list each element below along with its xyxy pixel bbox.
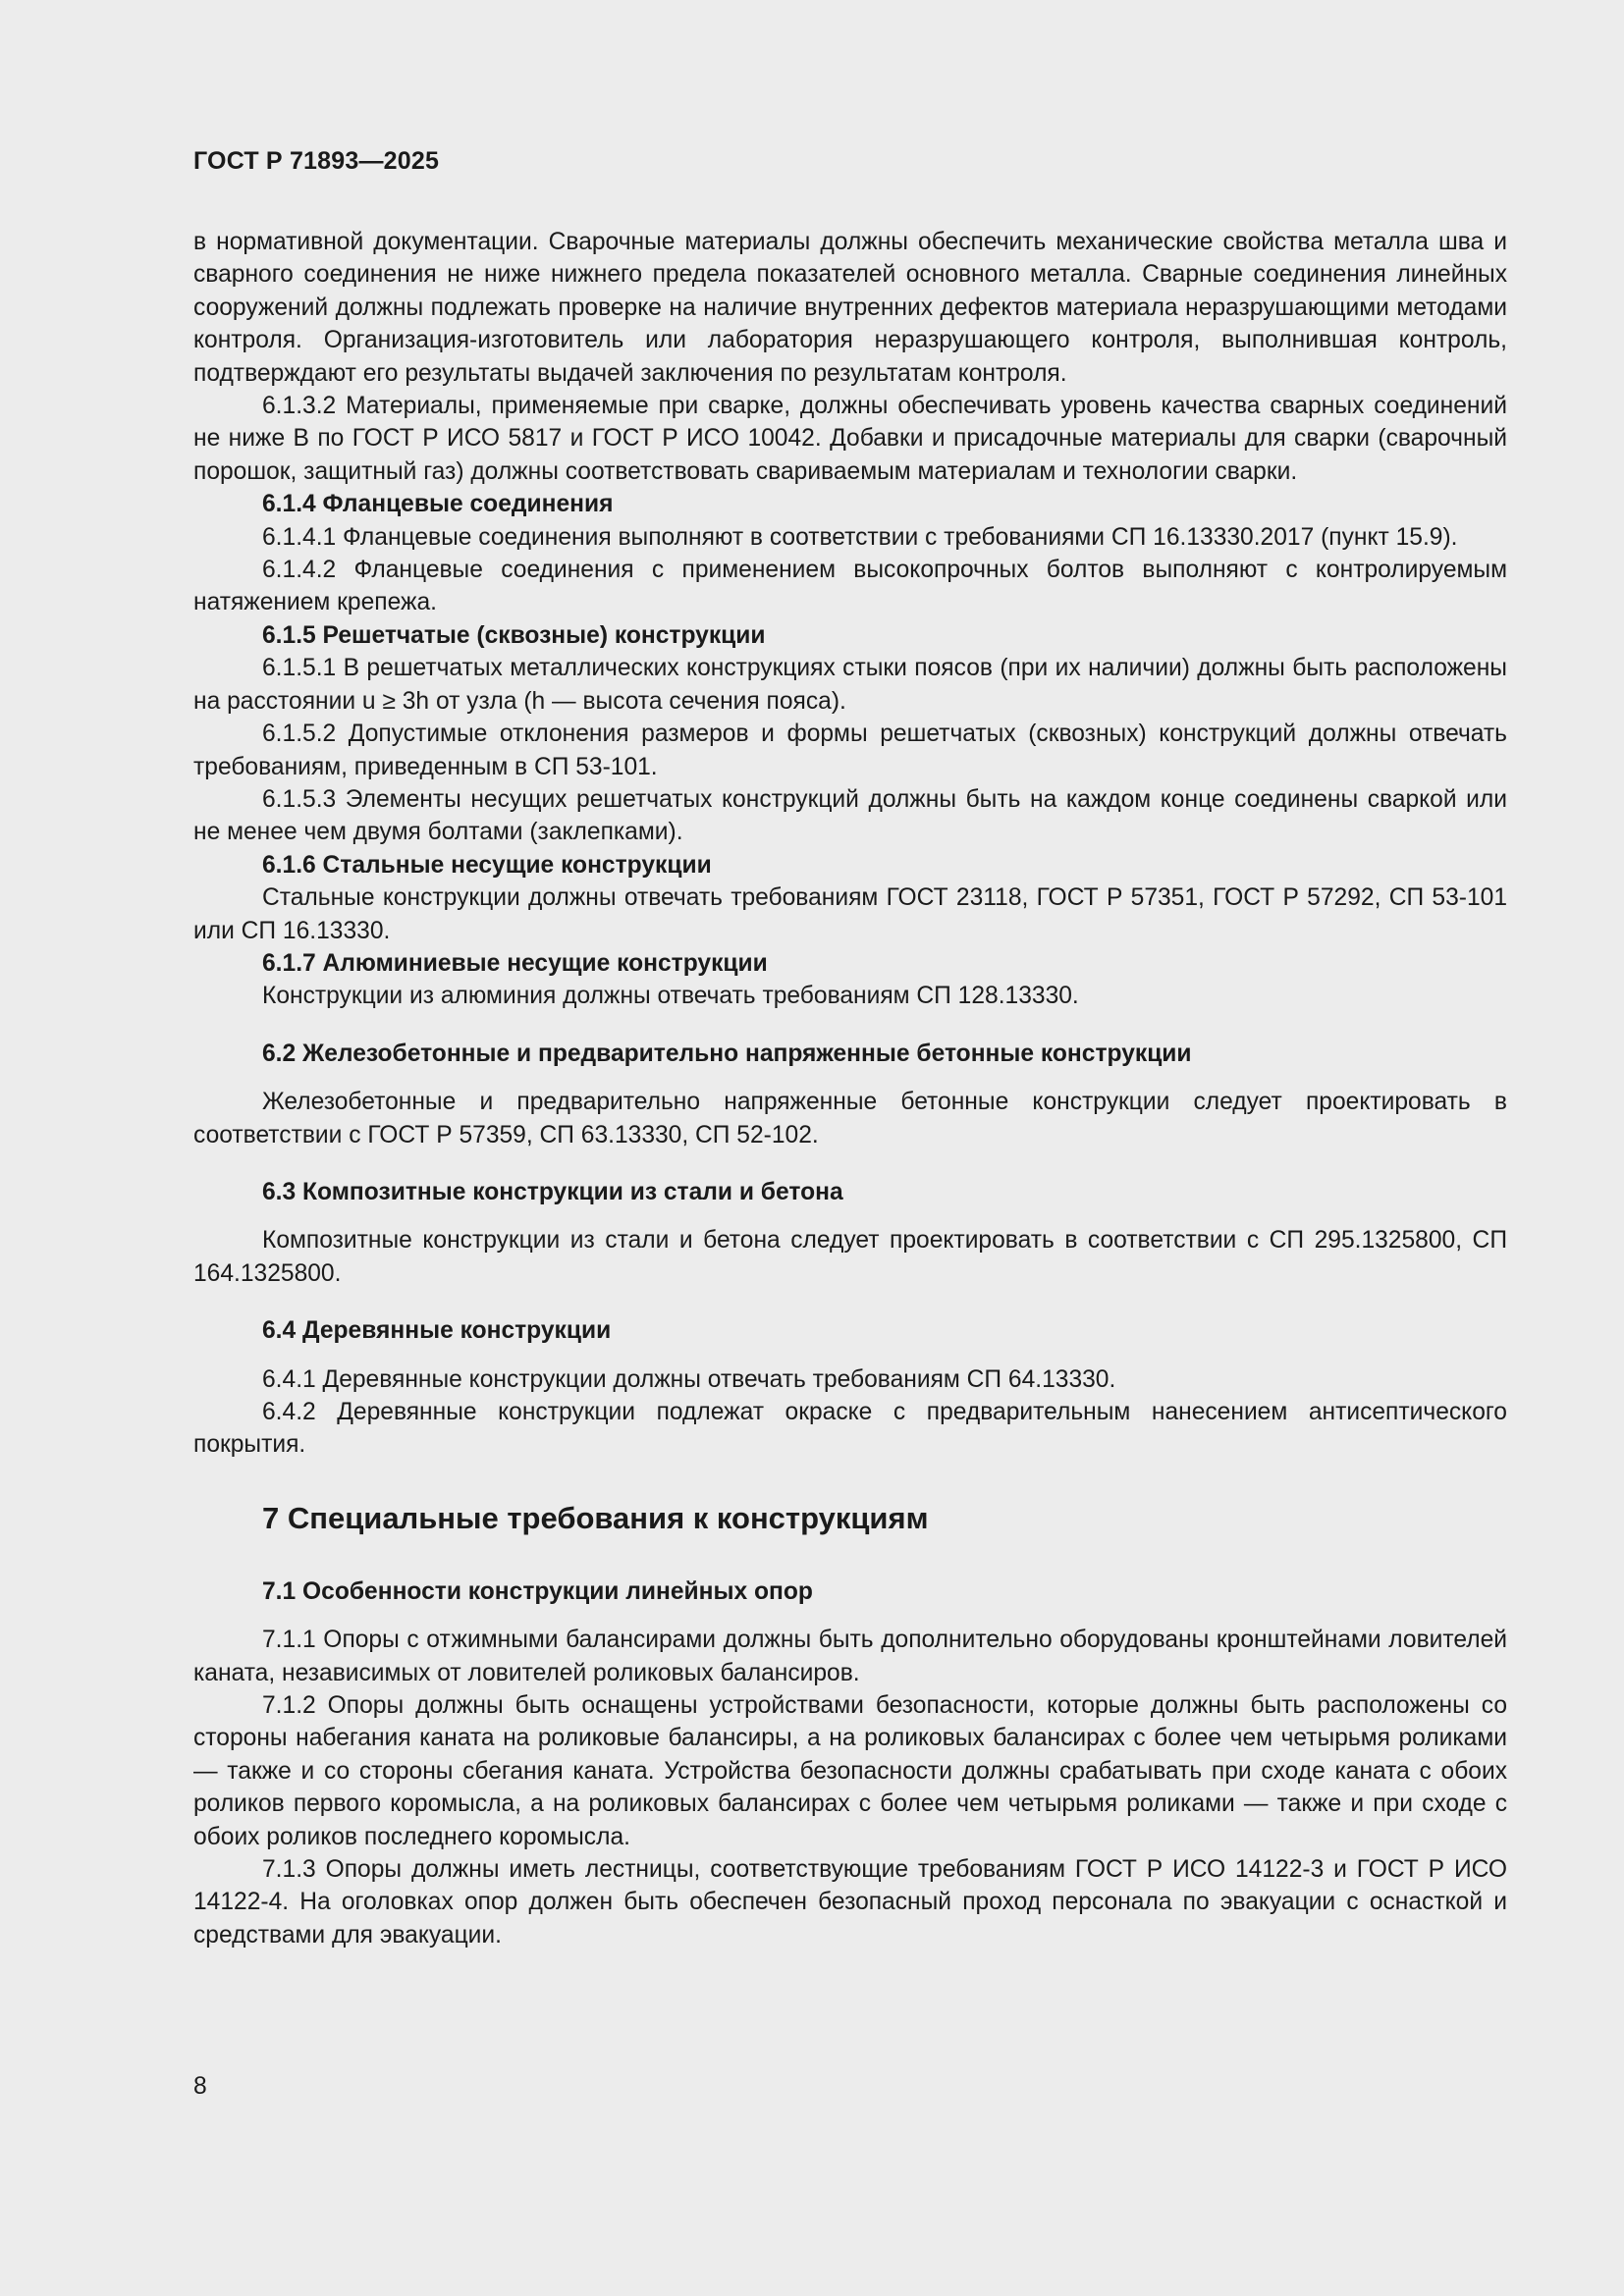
paragraph-6-2-body: Железобетонные и предварительно напряженные бетонные конструкции следует проектировать в соответствии с ГОСТ Р 57359, СП 63.13330, СП 52-102. <box>193 1089 1507 1148</box>
paragraph-6-3-body: Композитные конструкции из стали и бетона следует проектировать в соответствии с СП 295.1325800, СП 164.1325800. <box>193 1227 1507 1287</box>
paragraph-6-4-2: 6.4.2 Деревянные конструкции подлежат окраске с предварительным нанесением антисептического покрытия. <box>193 1399 1507 1459</box>
heading-6-4: 6.4 Деревянные конструкции <box>262 1317 612 1345</box>
paragraph-6-1-6-body: Стальные конструкции должны отвечать требованиям ГОСТ 23118, ГОСТ Р 57351, ГОСТ Р 57292, СП 53-101 или СП 16.13330. <box>193 884 1507 944</box>
page-number: 8 <box>193 2073 207 2100</box>
paragraph-6-1-7-body: Конструкции из алюминия должны отвечать требованиям СП 128.13330. <box>262 983 1079 1010</box>
heading-6-3: 6.3 Композитные конструкции из стали и бетона <box>262 1178 843 1205</box>
paragraph-6-1-4-2: 6.1.4.2 Фланцевые соединения с применением высокопрочных болтов выполняют с контролируемым натяжением крепежа. <box>193 557 1507 616</box>
document-header: ГОСТ Р 71893—2025 <box>193 147 440 175</box>
document-body <box>193 226 1507 1951</box>
paragraph-6-1-5-2: 6.1.5.2 Допустимые отклонения размеров и формы решетчатых (сквозных) конструкций должны отвечать требованиям, приведенным в СП 53-101. <box>193 721 1507 780</box>
paragraph-7-1-1: 7.1.1 Опоры с отжимными балансирами должны быть дополнительно оборудованы кронштейнами ловителей каната, независимых от ловителей роликовых балансиров. <box>193 1627 1507 1686</box>
heading-section-7: 7 Специальные требования к конструкциям <box>262 1500 929 1535</box>
paragraph-7-1-2: 7.1.2 Опоры должны быть оснащены устройствами безопасности, которые должны быть расположены со стороны набегания каната на роликовые балансиры, а на роликовых балансирах с более чем четырьмя роликами — также и со стороны сбегания каната. Устройства безопасности должны срабатывать при сходе каната с обоих роликов первого коромысла, а на роликовых балансирах с более чем четырьмя роликами — также и при сходе с обоих роликов последнего коромысла. <box>193 1692 1507 1850</box>
paragraph-7-1-3: 7.1.3 Опоры должны иметь лестницы, соответствующие требованиям ГОСТ Р ИСО 14122-3 и ГОСТ Р ИСО 14122-4. На оголовках опор должен быть обеспечен безопасный проход персонала по эвакуации с оснасткой и средствами для эвакуации. <box>193 1856 1507 1949</box>
heading-6-2: 6.2 Железобетонные и предварительно напряженные бетонные конструкции <box>262 1040 1192 1067</box>
paragraph: в нормативной документации. Сварочные материалы должны обеспечить механические свойства металла шва и сварного соединения не ниже нижнего предела показателей основного металла. Сварные соединения линейных сооружений должны подлежать проверке на наличие внутренних дефектов материала неразрушающими методами контроля. Организация-изготовитель или лаборатория неразрушающего контроля, выполнившая контроль, подтверждают его результаты выдачей заключения по результатам контроля. <box>193 229 1507 387</box>
paragraph-6-1-5-3: 6.1.5.3 Элементы несущих решетчатых конструкций должны быть на каждом конце соединены сваркой или не менее чем двумя болтами (заклепками). <box>193 785 1507 846</box>
paragraph-6-4-1: 6.4.1 Деревянные конструкции должны отвечать требованиям СП 64.13330. <box>262 1365 1116 1393</box>
heading-6-1-6: 6.1.6 Стальные несущие конструкции <box>262 851 712 879</box>
paragraph-6-1-4-1: 6.1.4.1 Фланцевые соединения выполняют в соответствии с требованиями СП 16.13330.2017 (пункт 15.9). <box>262 523 1458 551</box>
heading-6-1-5: 6.1.5 Решетчатые (сквозные) конструкции <box>262 621 766 649</box>
heading-6-1-7: 6.1.7 Алюминиевые несущие конструкции <box>262 949 768 977</box>
heading-6-1-4: 6.1.4 Фланцевые соединения <box>262 491 614 518</box>
paragraph-6-1-5-1: 6.1.5.1 В решетчатых металлических конструкциях стыки поясов (при их наличии) должны быть расположены на расстоянии u ≥ 3h от узла (h — высота сечения пояса). <box>193 655 1507 715</box>
heading-7-1: 7.1 Особенности конструкции линейных опор <box>262 1577 813 1605</box>
paragraph-6-1-3-2: 6.1.3.2 Материалы, применяемые при сварке, должны обеспечивать уровень качества сварных соединений не ниже B по ГОСТ Р ИСО 5817 и ГОСТ Р ИСО 10042. Добавки и присадочные материалы для сварки (сварочный порошок, защитный газ) должны соответствовать свариваемым материалам и технологии сварки. <box>193 393 1507 485</box>
